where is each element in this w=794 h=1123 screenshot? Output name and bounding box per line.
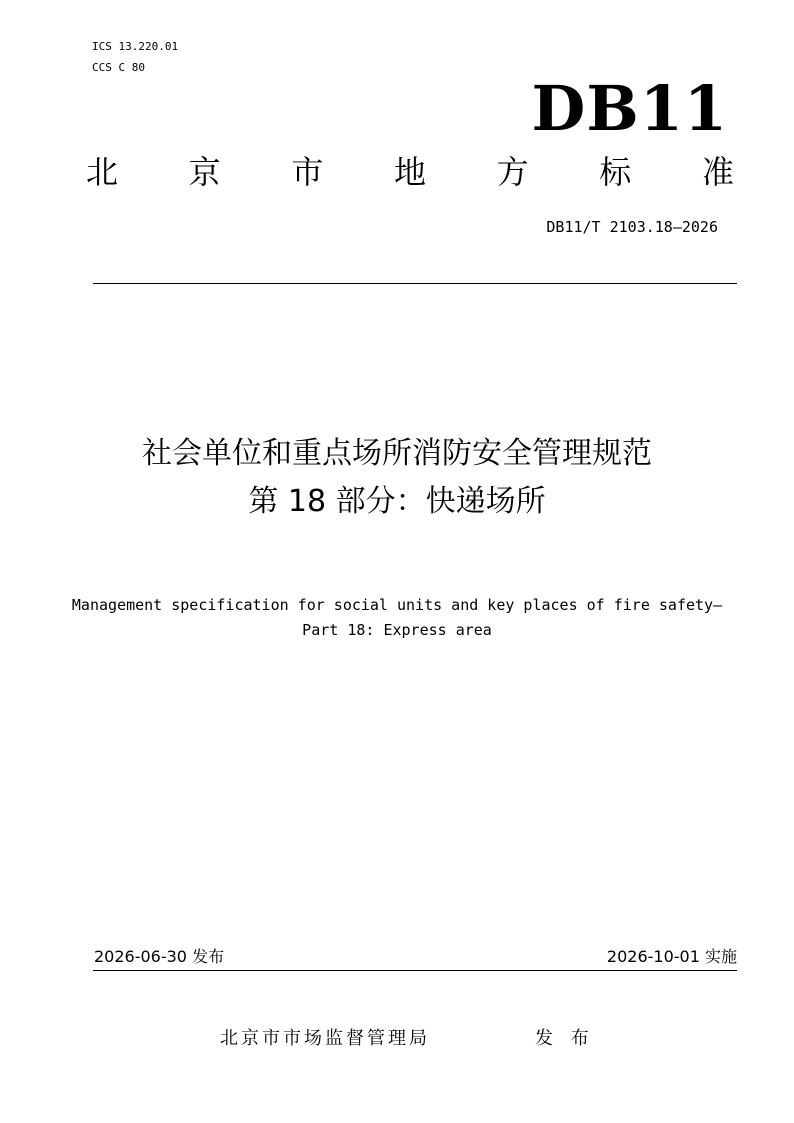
- chinese-title-line-2: 第 18 部分：快递场所: [248, 484, 546, 519]
- publisher-name: 北京市市场监督管理局: [220, 1028, 430, 1049]
- publish-date: 2026-06-30 发布: [94, 947, 225, 966]
- standard-type-char: 地: [393, 153, 426, 191]
- standard-type-char: 标: [599, 153, 632, 191]
- ccs-code: CCS C 80: [92, 61, 145, 74]
- publish-label: 发 布: [535, 1028, 595, 1049]
- chinese-title-line-1: 社会单位和重点场所消防安全管理规范: [142, 436, 652, 471]
- db11-logo: DB11: [531, 72, 728, 145]
- standard-type-char: 京: [188, 153, 221, 191]
- implement-date: 2026-10-01 实施: [606, 947, 737, 966]
- standard-type-char: 北: [86, 153, 119, 191]
- standard-type-char: 准: [701, 153, 734, 191]
- top-divider: [93, 283, 737, 284]
- standard-number: DB11/T 2103.18—2026: [546, 218, 718, 236]
- english-title-line-1: Management specification for social units and key places of fire safety—: [71, 596, 723, 614]
- standard-type-char: 市: [291, 153, 324, 191]
- standard-type-heading: [86, 152, 734, 192]
- standard-type-char: 方: [496, 153, 529, 191]
- english-title-line-2: Part 18: Express area: [302, 621, 492, 639]
- ics-code: ICS 13.220.01: [92, 40, 179, 53]
- bottom-divider: [93, 970, 737, 971]
